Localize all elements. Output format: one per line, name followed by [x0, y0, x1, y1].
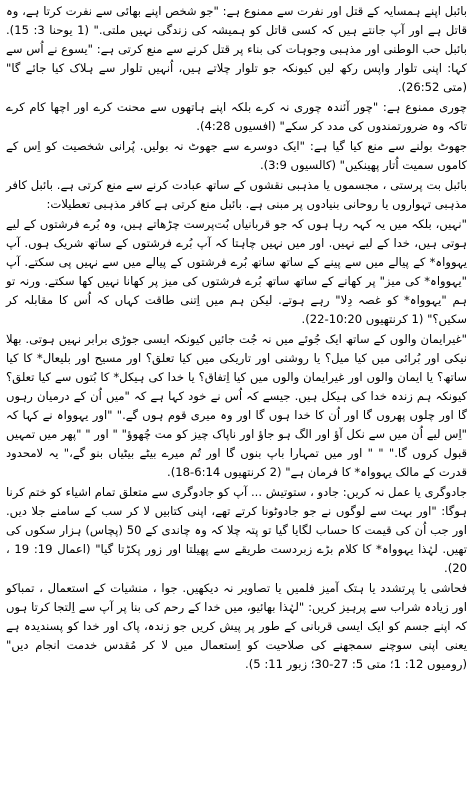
paragraph-theft: چوری ممنوع ہے: "چور آئندہ چوری نہ کرے بلکہ اپنے ہاتھوں سے محنت کرے اور اچھا کام کرے تاکہ وہ ضرورتمندوں کی مدد کر سکے" (افسیوں 4:28).	[6, 100, 467, 133]
paragraph-idolatry: بائبل بت پرستی ، مجسموں یا مذہبی نقشوں کے ساتھ عبادت کرنے سے منع کرتی ہے. بائبل کافر مذہبی تہواروں یا روحانی بنیادوں پر مبنی ہے. بائبل منع کرتی ہے کافر مذہبی تعطیلات:	[6, 178, 467, 211]
paragraph-lying: جھوٹ بولنے سے منع کیا گیا ہے: "ایک دوسرے سے جھوٹ نہ بولیں. پُرانی شخصیت کو اِس کے کاموں سمیت اُتار پھینکیں" (کالسیوں 3:9).	[6, 139, 467, 172]
paragraph-sorcery: جادوگری یا عمل نہ کریں: جادو ، ستوتیش ... آپ کو جادوگری سے متعلق تمام اشیاء کو ختم کرنا ہوگا: "اور بہت سے لوگوں نے جو جادوٹونا کرتے تھے، اپنی کتابیں لا کر سب کے سامنے جلا دیں. اور جب اُن کی قیمت کا حساب لگایا گیا تو پتہ چلا کہ وہ چاندی کے 50 (پچاس) ہزار سکوں کی تھیں. لہٰذا یہوواہ* کا کلام بڑے زبردست طریقے سے پھیلتا اور زور پکڑتا گیا" (اعمال 19: 19 ، 20).	[6, 485, 468, 575]
paragraph-corinthians-6: "غیرایمان والوں کے ساتھ ایک جُوئے میں نہ جُت جائیں کیونکہ ایسی جوڑی برابر نہیں ہوتی. بھلا نیکی اور بُرائی میں کیا میل؟ یا روشنی اور تاریکی میں کیا تعلق؟ اور مسیح اور بلیعال* کا کیا ساتھ؟ یا ایمان والوں اور غیرایمان والوں میں کیا اِتفاق؟ یا خدا کی ہیکل* کا بُتوں سے کیا تعلق؟ کیونکہ ہم زندہ خدا کی ہیکل ہیں. جیسے کہ اُس نے خود کہا ہے کہ "میں اُن کے درمیان رہوں گا اور چلوں پھروں گا اور اُن کا خدا ہوں گا اور وہ میری قوم ہوں گے." "اور یہوواہ نے کہا کہ "اِس لیے اُن میں سے نکل آؤ اور الگ ہو جاؤ اور ناپاک چیز کو مت چُھوؤ" " اور " "پھر میں تمہیں قبول کروں گا." " " اور میں تمہارا باپ بنوں گا اور تُم میرے بیٹے بیٹیاں بنو گے،" یہ لامحدود قدرت کے مالک یہوواہ* کا فرمان ہے" (2 کرنتھیوں 6:14-18).	[6, 332, 467, 479]
paragraph-abstinence: فحاشی یا پرتشدد یا ہتک آمیز فلمیں یا تصاویر نہ دیکھیں. جوا ، منشیات کے استعمال ، تمباکو اور زیادہ شراب سے پرہیز کریں: "لہٰذا بھائیو، میں خدا کے رحم کی بنا پر آپ سے اِلتجا کرتا ہوں کہ اپنے جسم کو ایک ایسی قربانی کے طور پر پیش کریں جو زندہ، پاک اور خدا کو پسندیدہ ہے یعنی اپنی سوچنے سمجھنے کی صلاحیت کو اِستعمال میں لا کر مُقدس خدمت انجام دیں" (رومیوں 12: 1؛ متی 5: 27-30؛ زبور 11: 5).	[6, 581, 467, 671]
paragraph-corinthians-10: "نہیں، بلکہ میں یہ کہہ رہا ہوں کہ جو قربانیاں بُت‌پرست چڑھاتے ہیں، وہ بُرے فرشتوں کے لیے ہوتی ہیں، خدا کے لیے نہیں. اور میں نہیں چاہتا کہ آپ بُرے فرشتوں کے ساتھ شریک ہوں. آپ یہوواہ* کے پیالے میں سے پینے کے ساتھ ساتھ بُرے فرشتوں کے پیالے میں سے نہیں پی سکتے. آپ "یہوواہ* کی میز" پر کھانے کے ساتھ ساتھ بُرے فرشتوں کی میز پر کھانا نہیں کھا سکتے. ورنہ تو ہم "یہوواہ* کو غصہ دِلا" رہے ہوتے. لیکن ہم میں اِتنی طاقت کہاں کہ اُس کا مقابلہ کر سکیں؟" (1 کرنتھیوں 10:20-22).	[6, 217, 467, 326]
paragraph-murder-hatred: بائبل اپنے ہمسایہ کے قتل اور نفرت سے ممنوع ہے: "جو شخص اپنے بھائی سے نفرت کرتا ہے، وہ قاتل ہے اور آپ جانتے ہیں کہ کسی قاتل کو ہمیشہ کی زندگی نہیں ملتی." (1 یوحنا 3: 15). بائبل حب الوطنی اور مذہبی وجوہات کی بناء پر قتل کرنے سے منع کرتی ہے: "یسوع نے اُس سے کہا: اپنی تلوار واپس رکھ لیں کیونکہ جو تلوار چلاتے ہیں، اُنہیں تلوار سے ہلاک کیا جائے گا" (متی 26:52).	[6, 4, 467, 94]
